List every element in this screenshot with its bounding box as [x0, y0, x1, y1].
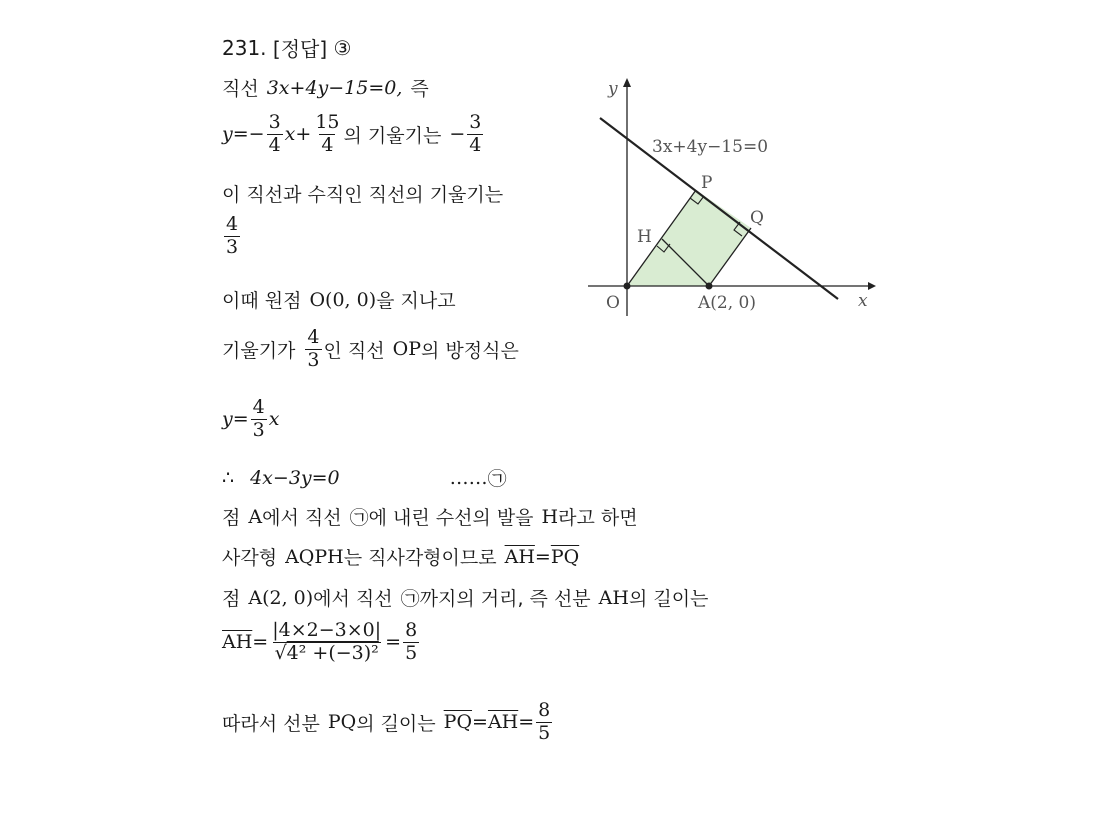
solution-line-3 — [222, 180, 503, 207]
math: $\overline{PQ}$ — [443, 711, 473, 734]
math: AH — [598, 586, 629, 609]
solution-line-11 — [222, 584, 708, 611]
math: 4x−3y=0 — [250, 466, 340, 489]
solution-line-5 — [222, 286, 456, 313]
y-axis-arrow — [623, 78, 631, 87]
text: 점 — [222, 507, 241, 529]
math: = — [252, 631, 269, 654]
text: 의 방정식은 — [421, 339, 519, 362]
coordinate-figure — [580, 70, 900, 330]
text: 는 직사각형이므로 — [343, 547, 497, 569]
y-axis-label: y — [608, 79, 618, 99]
fraction: $\frac{4}{3}$ — [307, 326, 320, 371]
problem-header — [222, 33, 351, 62]
fraction: $\frac{3}{4}$ — [268, 111, 281, 156]
math: A(2, 0) — [248, 586, 314, 609]
origin-label: O — [606, 293, 620, 313]
solution-line-1 — [222, 74, 429, 101]
math: O(0, 0) — [309, 288, 377, 311]
solution-line-6 — [222, 327, 519, 372]
point-A-label: A(2, 0) — [698, 293, 756, 313]
text: 에서 직선 — [262, 507, 342, 529]
math: y= — [222, 408, 249, 431]
math: $\overline{AH}$ — [222, 631, 253, 654]
fraction: $\frac{8}{5}$ — [405, 619, 418, 664]
text: 이때 원점 — [222, 290, 302, 312]
math: $\overline{AH}$ — [504, 545, 535, 568]
x-axis-arrow — [868, 282, 876, 290]
solution-line-2 — [222, 112, 485, 157]
solution-line-8 — [222, 464, 507, 491]
text: 에서 직선 — [313, 588, 393, 610]
text: 점 — [222, 588, 241, 610]
line-equation: 3x+4y−15=0, — [266, 76, 403, 99]
text: 까지의 거리, 즉 선분 — [419, 588, 591, 610]
point-A — [706, 283, 713, 290]
math: = — [518, 711, 535, 734]
text: 따라서 선분 — [222, 712, 320, 735]
answer-label: [정답] — [272, 37, 328, 61]
radicand: 4² +(−3)² — [286, 641, 379, 664]
fraction: $\frac{15}{4}$ — [315, 111, 340, 156]
solution-line-12 — [222, 620, 421, 665]
point-Q-label: Q — [750, 208, 764, 228]
text: 의 기울기는 — [343, 124, 442, 147]
sqrt: √ — [274, 641, 287, 664]
math: y=− — [222, 123, 265, 146]
math: ∴ — [222, 466, 235, 489]
math: AQPH — [285, 545, 344, 568]
marker: ㉠ — [487, 468, 507, 490]
solution-line-7 — [222, 397, 279, 442]
solution-line-9 — [222, 503, 638, 530]
text: 에 내린 수선의 발을 — [368, 507, 534, 529]
problem-number: 231. — [222, 35, 267, 60]
x-axis-label: x — [858, 291, 868, 311]
text: 즉 — [410, 78, 429, 100]
math: …… — [449, 466, 488, 489]
math: $\overline{PQ}$ — [550, 545, 580, 568]
math: = — [472, 711, 488, 734]
math: A — [248, 505, 263, 528]
math: H — [541, 505, 559, 528]
fraction: $\frac{8}{5}$ — [538, 699, 551, 744]
solution-line-4 — [222, 214, 242, 259]
math: OP — [392, 338, 421, 361]
distance-fraction: $\frac{|4\times 2-3\times 0|}{\text{√4² +(−3)²}}$ — [272, 619, 382, 664]
point-P-label: P — [701, 173, 713, 193]
math: PQ — [327, 711, 357, 734]
math: $\overline{AH}$ — [487, 711, 519, 734]
point-H-label: H — [637, 227, 652, 247]
text: 의 길이는 — [628, 588, 709, 610]
text: 직선 — [222, 78, 259, 100]
line-label: 3x+4y−15=0 — [652, 137, 769, 157]
math: x — [268, 408, 280, 431]
solution-line-13 — [222, 700, 554, 745]
text: 이 직선과 수직인 직선의 기울기는 — [222, 184, 504, 206]
text: 을 지나고 — [376, 290, 456, 312]
fraction: $\frac{4}{3}$ — [226, 213, 239, 258]
math: = — [385, 631, 402, 654]
math: = — [534, 545, 551, 568]
math: − — [449, 123, 466, 146]
text: 인 직선 — [323, 339, 385, 362]
marker: ㉠ — [400, 588, 420, 610]
fraction: $\frac{3}{4}$ — [469, 111, 482, 156]
solution-line-10 — [222, 543, 579, 570]
point-O — [624, 283, 631, 290]
fraction: $\frac{4}{3}$ — [252, 396, 265, 441]
text: 기울기가 — [222, 339, 296, 362]
text: 라고 하면 — [558, 507, 638, 529]
text: 의 길이는 — [356, 712, 436, 735]
text: 사각형 — [222, 547, 278, 569]
answer-choice: ③ — [333, 35, 352, 60]
math: x+ — [284, 123, 312, 146]
marker: ㉠ — [349, 507, 369, 529]
